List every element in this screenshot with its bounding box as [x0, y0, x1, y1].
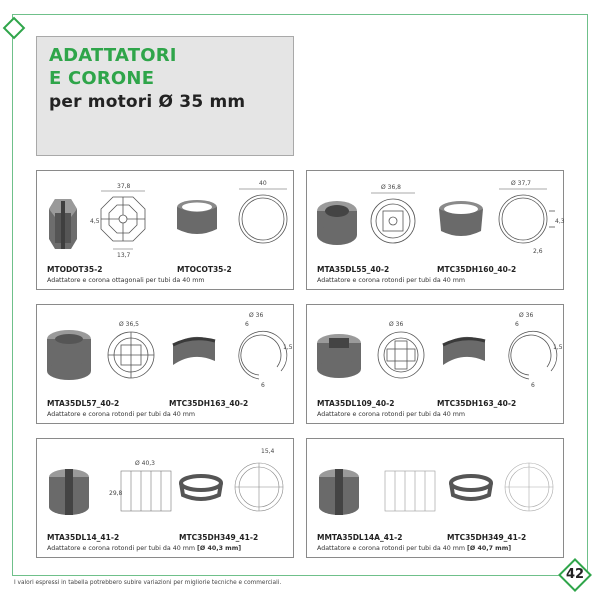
product-code-crown: MTC35DH163_40-2	[437, 399, 517, 408]
adapter-front-view-icon	[378, 332, 424, 378]
crown-3d-icon	[443, 337, 485, 365]
dim-label: 37,8	[117, 183, 131, 190]
product-card-5	[36, 438, 294, 558]
dim-label: 40	[259, 180, 267, 187]
crown-3d-icon	[181, 476, 221, 499]
product-code-crown: MTC35DH163_40-2	[169, 399, 249, 408]
page-number: 42	[565, 567, 585, 582]
round-adapter-drawings	[37, 439, 295, 539]
title-box	[36, 36, 294, 156]
dim-label: Ø 36	[249, 312, 264, 319]
product-code-adapter: MTA35DL14_41-2	[47, 533, 120, 542]
round-adapter-drawings	[37, 305, 295, 405]
dim-label: Ø 36,5	[119, 321, 139, 328]
dim-label: 4,5	[90, 218, 100, 225]
crown-3d-icon	[173, 337, 215, 365]
product-code-adapter: MMTA35DL14A_41-2	[317, 533, 403, 542]
dim-label: 4,3	[555, 218, 565, 225]
dim-label: 15,4	[261, 448, 275, 455]
product-code-crown: MTC35DH349_41-2	[447, 533, 527, 542]
adapter-3d-icon	[317, 334, 361, 378]
crown-front-view-icon	[235, 463, 283, 511]
dim-label: 6	[245, 321, 249, 328]
crown-front-view-icon	[239, 331, 287, 379]
round-adapter-drawings	[307, 305, 565, 405]
dim-label: 2,6	[533, 248, 543, 255]
product-code-adapter: MTA35DL57_40-2	[47, 399, 120, 408]
dim-label: Ø 40,3	[135, 460, 155, 467]
adapter-3d-icon	[49, 199, 77, 249]
product-card-2	[306, 170, 564, 290]
title-line-1: ADATTATORI	[49, 45, 177, 66]
adapter-side-view-icon	[385, 471, 435, 511]
dim-label: 1,5	[283, 344, 293, 351]
round-adapter-drawings	[307, 439, 565, 539]
product-description: Adattatore e corona ottagonali per tubi da 40 mm	[47, 277, 205, 284]
product-code-adapter: MTODOT35-2	[47, 265, 103, 274]
adapter-front-view-icon	[108, 332, 154, 378]
product-code-adapter: MTA35DL109_40-2	[317, 399, 395, 408]
product-card-4	[306, 304, 564, 424]
adapter-3d-icon	[317, 201, 357, 245]
adapter-front-view-icon	[101, 197, 145, 241]
crown-front-view-icon	[509, 331, 557, 379]
round-adapter-drawings	[307, 171, 565, 271]
crown-front-view-icon	[239, 195, 287, 243]
dim-label: 6	[261, 382, 265, 389]
footer-note: I valori espressi in tabella potrebbero subire variazioni per migliorie tecniche e commerciali.	[14, 580, 282, 586]
dim-label: 1,5	[553, 344, 563, 351]
product-code-crown: MTC35DH160_40-2	[437, 265, 517, 274]
product-description: Adattatore e corona rotondi per tubi da 40 mm	[47, 411, 196, 418]
product-code-crown: MTC35DH349_41-2	[179, 533, 259, 542]
dim-label: Ø 36,8	[381, 184, 401, 191]
crown-3d-icon	[439, 201, 483, 236]
dim-label: Ø 36	[519, 312, 534, 319]
dim-label: Ø 36	[389, 321, 404, 328]
title-line-3: per motori Ø 35 mm	[49, 92, 246, 112]
dim-label: Ø 37,7	[511, 180, 531, 187]
product-card-1	[36, 170, 294, 290]
title-line-2: E CORONE	[49, 68, 155, 89]
page-number-badge	[558, 558, 592, 592]
dim-label: 29,8	[109, 490, 123, 497]
adapter-3d-icon	[319, 469, 359, 515]
octagonal-adapter-drawings	[37, 171, 295, 271]
adapter-3d-icon	[47, 330, 91, 380]
product-code-adapter: MTA35DL55_40-2	[317, 265, 390, 274]
crown-3d-icon	[451, 476, 491, 499]
product-description: Adattatore e corona rotondi per tubi da 40 mm [Ø 40,3 mm]	[47, 545, 242, 552]
crown-3d-icon	[177, 200, 217, 234]
adapter-front-view-icon	[371, 199, 415, 243]
adapter-3d-icon	[49, 469, 89, 515]
product-description: Adattatore e corona rotondi per tubi da 40 mm	[317, 277, 466, 284]
product-description: Adattatore e corona rotondi per tubi da 40 mm	[317, 411, 466, 418]
crown-front-view-icon	[499, 195, 555, 243]
adapter-side-view-icon	[121, 471, 171, 511]
product-card-3	[36, 304, 294, 424]
product-code-crown: MTOCOT35-2	[177, 265, 232, 274]
crown-front-view-icon	[505, 463, 553, 511]
dim-label: 6	[531, 382, 535, 389]
dim-label: 6	[515, 321, 519, 328]
product-card-6	[306, 438, 564, 558]
product-description: Adattatore e corona rotondi per tubi da 40 mm [Ø 40,7 mm]	[317, 545, 512, 552]
dim-label: 13,7	[117, 252, 131, 259]
